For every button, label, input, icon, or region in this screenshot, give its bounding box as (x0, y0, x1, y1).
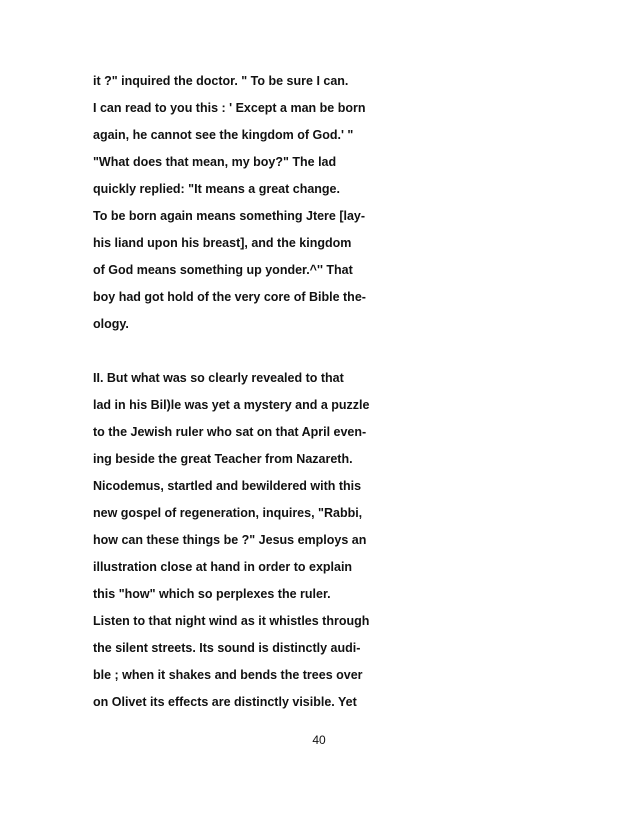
text-line: on Olivet its effects are distinctly visible. Yet (93, 695, 357, 709)
text-line: I can read to you this : ' Except a man be born (93, 101, 366, 115)
text-line: Nicodemus, startled and bewildered with this (93, 479, 362, 493)
text-line: lad in his Bil)le was yet a mystery and a puzzle (93, 398, 370, 412)
text-line: ology. (93, 317, 129, 331)
text-line: how can these things be ?" Jesus employs an (93, 533, 367, 547)
text-line: new gospel of regeneration, inquires, "Rabbi, (93, 506, 363, 520)
text-line: Listen to that night wind as it whistles through (93, 614, 370, 628)
text-line: illustration close at hand in order to explain (93, 560, 353, 574)
text-line: "What does that mean, my boy?" The lad (93, 155, 337, 169)
text-line: this "how" which so perplexes the ruler. (93, 587, 331, 601)
text-line: to the Jewish ruler who sat on that April even- (93, 425, 367, 439)
paragraph-gap (93, 338, 393, 365)
text-line: of God means something up yonder.^'' That (93, 263, 353, 277)
text-line: his liand upon his breast], and the kingdom (93, 236, 352, 250)
text-line: II. But what was so clearly revealed to that (93, 371, 344, 385)
paragraph-1 (93, 68, 393, 338)
text-line: again, he cannot see the kingdom of God.' " (93, 128, 354, 142)
text-line: boy had got hold of the very core of Bible the- (93, 290, 366, 304)
text-line: To be born again means something Jtere [lay- (93, 209, 366, 223)
text-line: ing beside the great Teacher from Nazareth. (93, 452, 353, 466)
text-line: it ?" inquired the doctor. " To be sure I can. (93, 74, 349, 88)
page-number: 40 (312, 733, 326, 747)
text-line: ble ; when it shakes and bends the trees over (93, 668, 363, 682)
text-line: quickly replied: "It means a great change. (93, 182, 340, 196)
body-text (93, 68, 393, 716)
text-line: the silent streets. Its sound is distinctly audi- (93, 641, 361, 655)
paragraph-2 (93, 365, 393, 716)
